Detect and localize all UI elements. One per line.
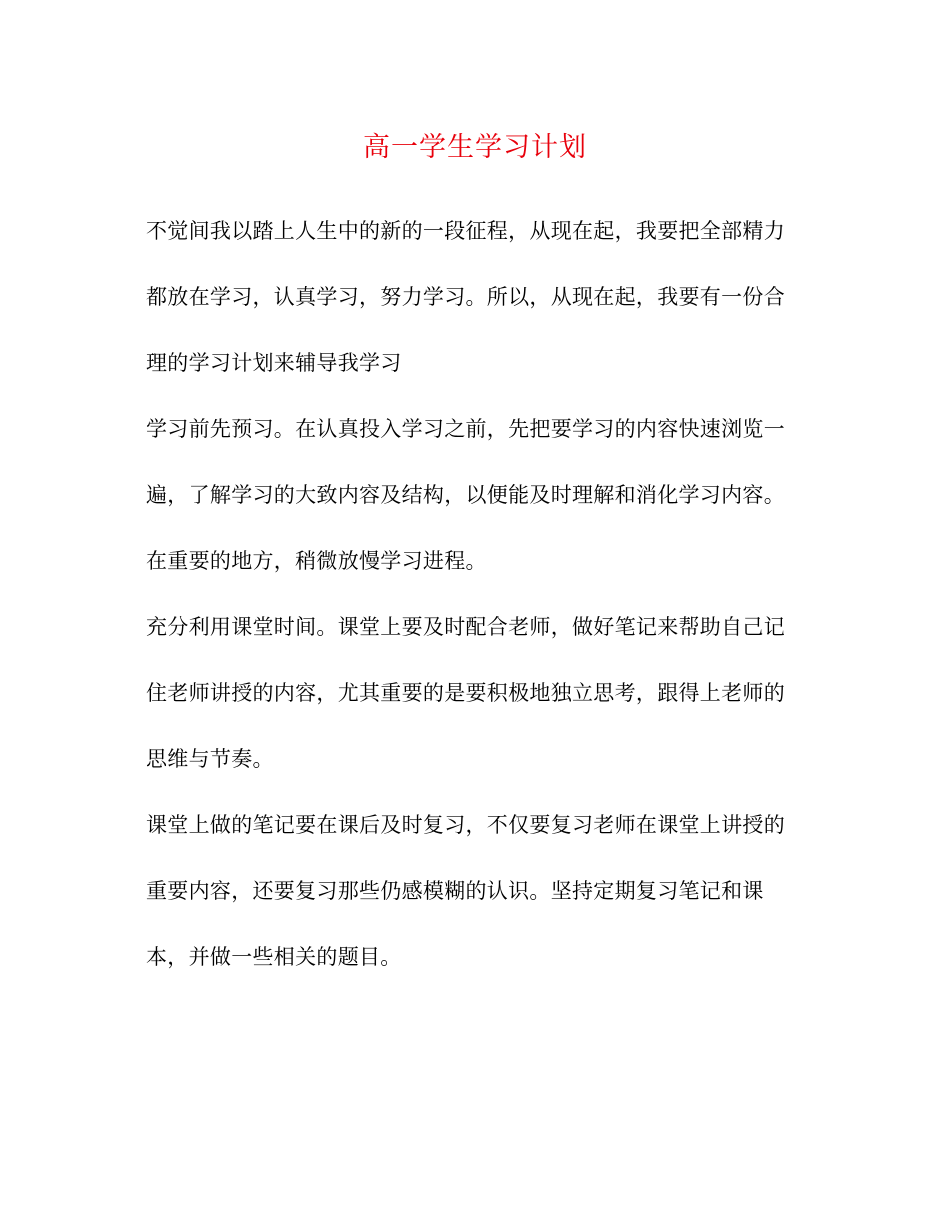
text-line: 在重要的地方，稍微放慢学习进程。: [146, 549, 487, 573]
text-line: 不觉间我以踏上人生中的新的一段征程，从现在起，我要把全部精力: [146, 219, 785, 243]
text-line: 住老师讲授的内容，尤其重要的是要积极地独立思考，跟得上老师的: [146, 681, 785, 705]
document-body: [146, 211, 806, 1003]
paragraph-1: [146, 211, 806, 409]
text-line: 思维与节奏。: [146, 747, 274, 771]
paragraph-4: [146, 805, 806, 1003]
paragraph-2: [146, 409, 806, 607]
text-line: 都放在学习，认真学习，努力学习。所以，从现在起，我要有一份合: [146, 285, 785, 309]
document-title: 高一学生学习计划: [363, 132, 587, 163]
paragraph-3: [146, 607, 806, 805]
text-line: 本，并做一些相关的题目。: [146, 945, 402, 969]
text-line: 学习前先预习。在认真投入学习之前，先把要学习的内容快速浏览一: [146, 417, 785, 441]
text-line: 重要内容，还要复习那些仍感模糊的认识。坚持定期复习笔记和课: [146, 879, 764, 903]
text-line: 课堂上做的笔记要在课后及时复习，不仅要复习老师在课堂上讲授的: [146, 813, 785, 837]
text-line: 充分利用课堂时间。课堂上要及时配合老师，做好笔记来帮助自己记: [146, 615, 785, 639]
text-line: 理的学习计划来辅导我学习: [146, 351, 402, 375]
text-line: 遍，了解学习的大致内容及结构，以便能及时理解和消化学习内容。: [146, 483, 785, 507]
